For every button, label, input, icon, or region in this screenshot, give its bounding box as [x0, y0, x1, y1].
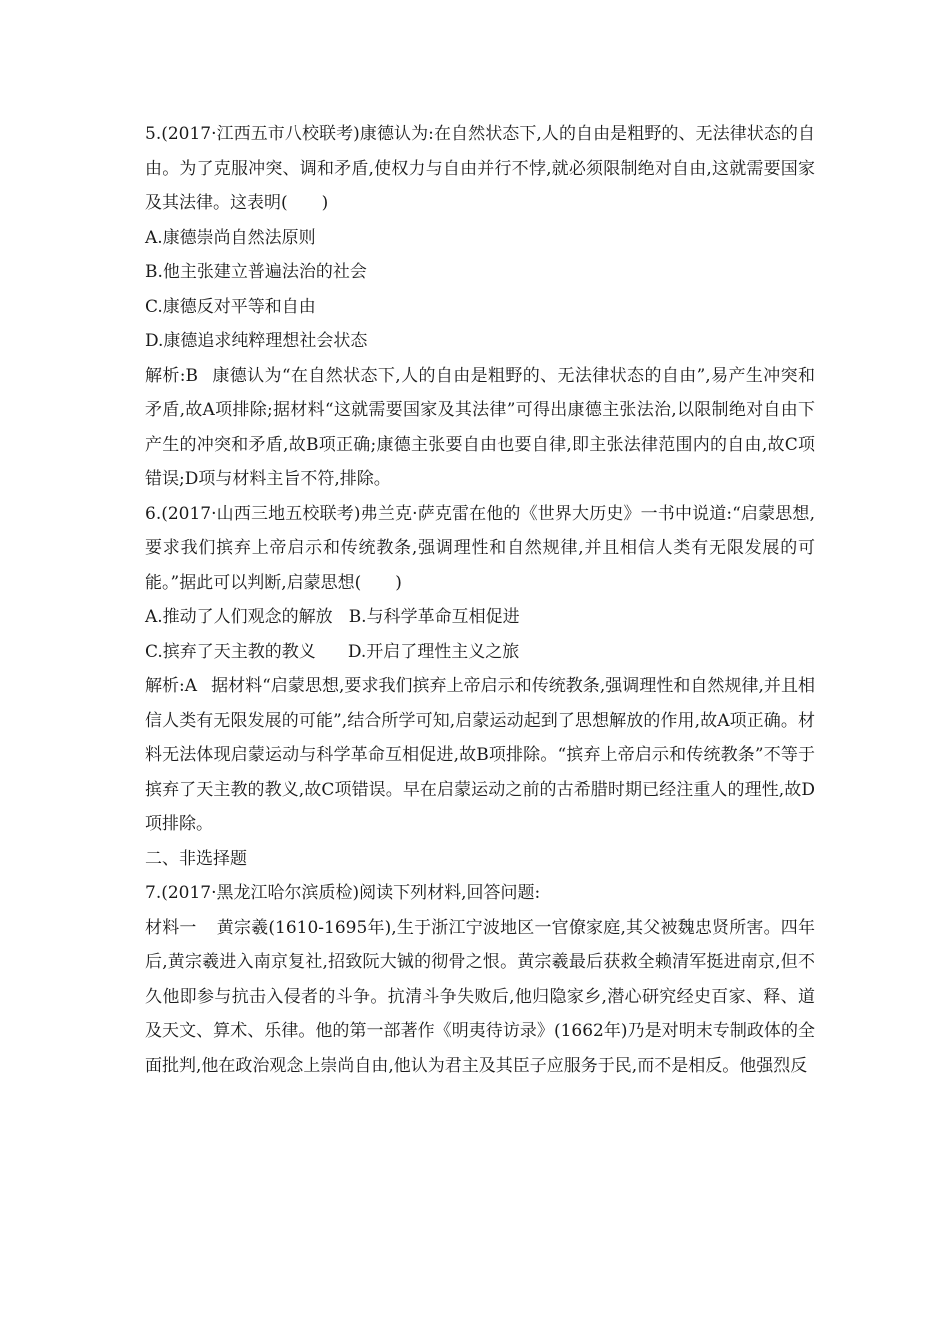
- question-6-option-d: D.开启了理性主义之旅: [347, 641, 520, 662]
- question-5-option-c: C.康德反对平等和自由: [145, 296, 316, 317]
- question-6-analysis-label: 解析:A: [145, 676, 198, 696]
- question-6-option-a: A.推动了人们观念的解放: [145, 607, 333, 627]
- question-6-option-b: B.与科学革命互相促进: [348, 607, 520, 627]
- question-6-options-row-2: [145, 635, 815, 670]
- section-heading: 二、非选择题: [145, 848, 247, 869]
- question-5-analysis-text: 康德认为“在自然状态下,人的自由是粗野的、无法律状态的自由”,易产生冲突和矛盾,故A项排除;据材料“这就需要国家及其法律”可得出康德主张法治,以限制绝对自由下产生的冲突和矛盾,故B项正确;康德主张要自由也要自律,即主张法律范围内的自由,故C项错误;D项与材料主旨不符,排除。: [145, 365, 815, 489]
- question-7-material-label: 材料一: [145, 917, 197, 938]
- question-5-stem: 5.(2017·江西五市八校联考)康德认为:在自然状态下,人的自由是粗野的、无法律状态的自由。为了克服冲突、调和矛盾,使权力与自由并行不悖,就必须限制绝对自由,这就需要国家及其法律。这表明( ): [145, 124, 815, 213]
- question-7-material-text: 黄宗羲(1610-1695年),生于浙江宁波地区一官僚家庭,其父被魏忠贤所害。四年后,黄宗羲进入南京复社,招致阮大铖的彻骨之恨。黄宗羲最后获救全赖清军挺进南京,但不久他即参与抗击入侵者的斗争。抗清斗争失败后,他归隐家乡,潜心研究经史百家、释、道及天文、算术、乐律。他的第一部著作《明夷待访录》(1662年)乃是对明末专制政体的全面批判,他在政治观念上崇尚自由,他认为君主及其臣子应服务于民,而不是相反。他强烈反: [145, 917, 816, 1076]
- question-5-analysis-label: 解析:B: [145, 365, 198, 386]
- question-7-stem: 7.(2017·黑龙江哈尔滨质检)阅读下列材料,回答问题:: [145, 883, 541, 903]
- question-6-options-row-1: [145, 600, 815, 635]
- question-5-option-b: B.他主张建立普遍法治的社会: [145, 262, 367, 282]
- question-7-material: [145, 911, 815, 1084]
- question-5-option-d: D.康德追求纯粹理想社会状态: [145, 331, 368, 351]
- question-6-stem: 6.(2017·山西三地五校联考)弗兰克·萨克雷在他的《世界大历史》一书中说道:“启蒙思想,要求我们摈弃上帝启示和传统教条,强调理性和自然规律,并且相信人类有无限发展的可能。”据此可以判断,启蒙思想( ): [145, 503, 815, 593]
- question-5-option-a: A.康德崇尚自然法原则: [145, 227, 316, 248]
- question-6-option-c: C.摈弃了天主教的教义: [145, 641, 316, 662]
- question-6-analysis: [145, 669, 815, 842]
- question-5-analysis: [145, 359, 815, 497]
- document-page: [145, 117, 815, 1083]
- question-6-analysis-text: 据材料“启蒙思想,要求我们摈弃上帝启示和传统教条,强调理性和自然规律,并且相信人类有无限发展的可能”,结合所学可知,启蒙运动起到了思想解放的作用,故A项正确。材料无法体现启蒙运动与科学革命互相促进,故B项排除。“摈弃上帝启示和传统教条”不等于摈弃了天主教的教义,故C项错误。早在启蒙运动之前的古希腊时期已经注重人的理性,故D项排除。: [145, 676, 815, 834]
